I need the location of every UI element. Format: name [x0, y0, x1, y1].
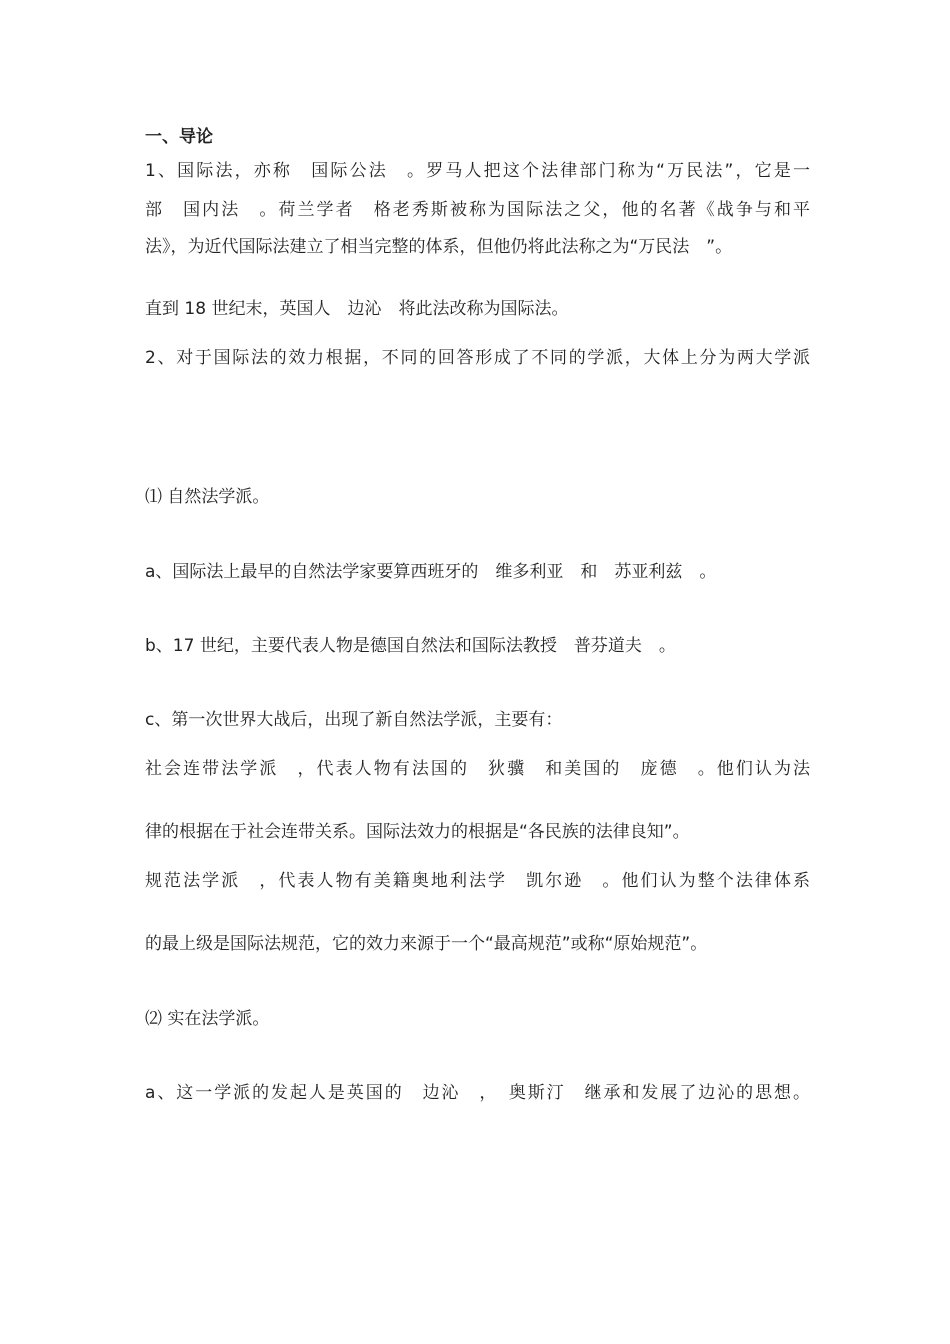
paragraph-line-social-solidarity: 社会连带法学派 ，代表人物有法国的 狄骥 和美国的 庞德 。他们认为法: [145, 759, 810, 779]
paragraph-line-normative-2: 的最上级是国际法规范，它的效力来源于一个“最高规范”或称“原始规范”。: [145, 934, 708, 954]
paragraph-line-1: 1、国际法，亦称 国际公法 。罗马人把这个法律部门称为“万民法”，它是一: [145, 161, 810, 181]
paragraph-line-normative: 规范法学派 ，代表人物有美籍奥地利法学 凯尔逊 。他们认为整个法律体系: [145, 871, 810, 891]
paragraph-line-social-solidarity-2: 律的根据在于社会连带关系。国际法效力的根据是“各民族的法律良知”。: [145, 822, 690, 842]
subsection-natural-law: ⑴ 自然法学派。: [145, 487, 270, 507]
subsection-positive-law: ⑵ 实在法学派。: [145, 1009, 270, 1029]
paragraph-line-natural-a: a、国际法上最早的自然法学家要算西班牙的 维多利亚 和 苏亚利兹 。: [145, 562, 717, 582]
paragraph-line-natural-c: c、第一次世界大战后，出现了新自然法学派，主要有：: [145, 710, 563, 730]
paragraph-line-5: 2、对于国际法的效力根据，不同的回答形成了不同的学派，大体上分为两大学派: [145, 348, 810, 368]
paragraph-line-2: 部 国内法 。荷兰学者 格老秀斯被称为国际法之父，他的名著《战争与和平: [145, 200, 810, 220]
paragraph-line-3: 法》，为近代国际法建立了相当完整的体系，但他仍将此法称之为“万民法 ”。: [145, 237, 733, 257]
section-heading: 一、导论: [145, 127, 213, 147]
paragraph-line-positive-a: a、这一学派的发起人是英国的 边沁 ， 奥斯汀 继承和发展了边沁的思想。: [145, 1083, 810, 1103]
paragraph-line-natural-b: b、17 世纪，主要代表人物是德国自然法和国际法教授 普芬道夫 。: [145, 636, 676, 656]
paragraph-line-4: 直到 18 世纪末，英国人 边沁 将此法改称为国际法。: [145, 299, 569, 319]
